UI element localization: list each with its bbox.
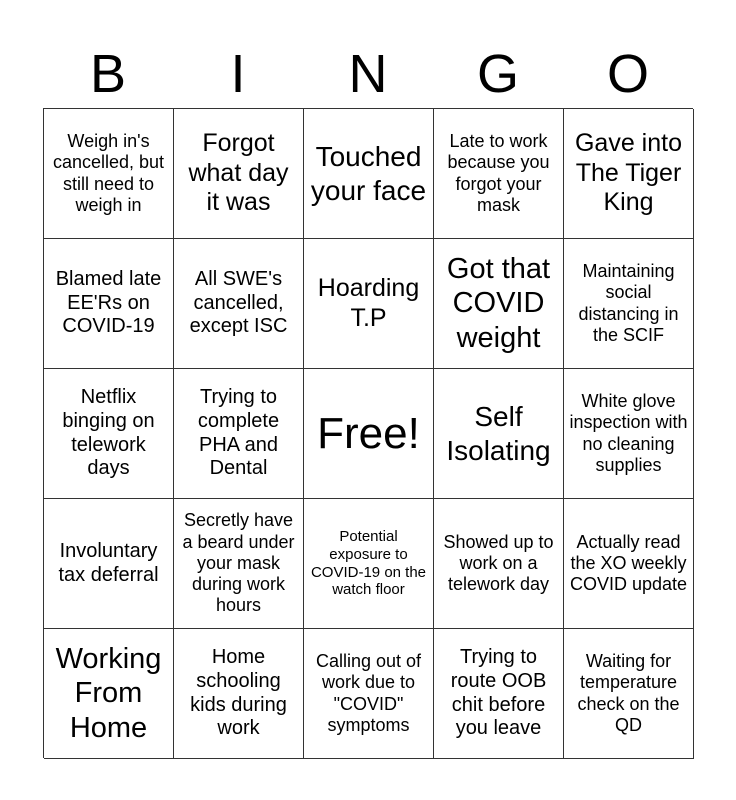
header-letter-b: B [89,44,127,104]
bingo-cell[interactable]: Blamed late EE'Rs on COVID-19 [44,239,174,369]
bingo-cell[interactable]: Potential exposure to COVID-19 on the watch floor [304,499,434,629]
bingo-cell[interactable]: Secretly have a beard under your mask during work hours [174,499,304,629]
header-letter-o: O [606,44,649,104]
bingo-cell[interactable]: Home schooling kids during work [174,629,304,759]
bingo-cell[interactable]: Trying to complete PHA and Dental [174,369,304,499]
bingo-cell[interactable]: Maintaining social distancing in the SCIF [564,239,694,369]
header-letter-n: N [348,44,388,104]
bingo-cell[interactable]: White glove inspection with no cleaning supplies [564,369,694,499]
bingo-cell[interactable]: Forgot what day it was [174,109,304,239]
bingo-cell[interactable]: Waiting for temperature check on the QD [564,629,694,759]
header-letter-g: G [476,44,519,104]
bingo-cell[interactable]: Trying to route OOB chit before you leave [434,629,564,759]
bingo-cell[interactable]: Calling out of work due to "COVID" symptoms [304,629,434,759]
bingo-board [43,108,693,758]
bingo-cell[interactable]: Gave into The Tiger King [564,109,694,239]
bingo-cell[interactable]: Self Isolating [434,369,564,499]
bingo-cell[interactable]: Showed up to work on a telework day [434,499,564,629]
header-letter-i: I [230,44,246,104]
bingo-cell[interactable]: Touched your face [304,109,434,239]
bingo-cell[interactable]: Weigh in's cancelled, but still need to weigh in [44,109,174,239]
bingo-cell[interactable]: Actually read the XO weekly COVID update [564,499,694,629]
bingo-cell[interactable]: Involuntary tax deferral [44,499,174,629]
bingo-cell[interactable]: Late to work because you forgot your mask [434,109,564,239]
bingo-header [43,40,693,108]
free-space[interactable]: Free! [304,369,434,499]
bingo-cell[interactable]: All SWE's cancelled, except ISC [174,239,304,369]
bingo-cell[interactable]: Got that COVID weight [434,239,564,369]
bingo-cell[interactable]: Netflix binging on telework days [44,369,174,499]
bingo-cell[interactable]: Working From Home [44,629,174,759]
bingo-cell[interactable]: Hoarding T.P [304,239,434,369]
